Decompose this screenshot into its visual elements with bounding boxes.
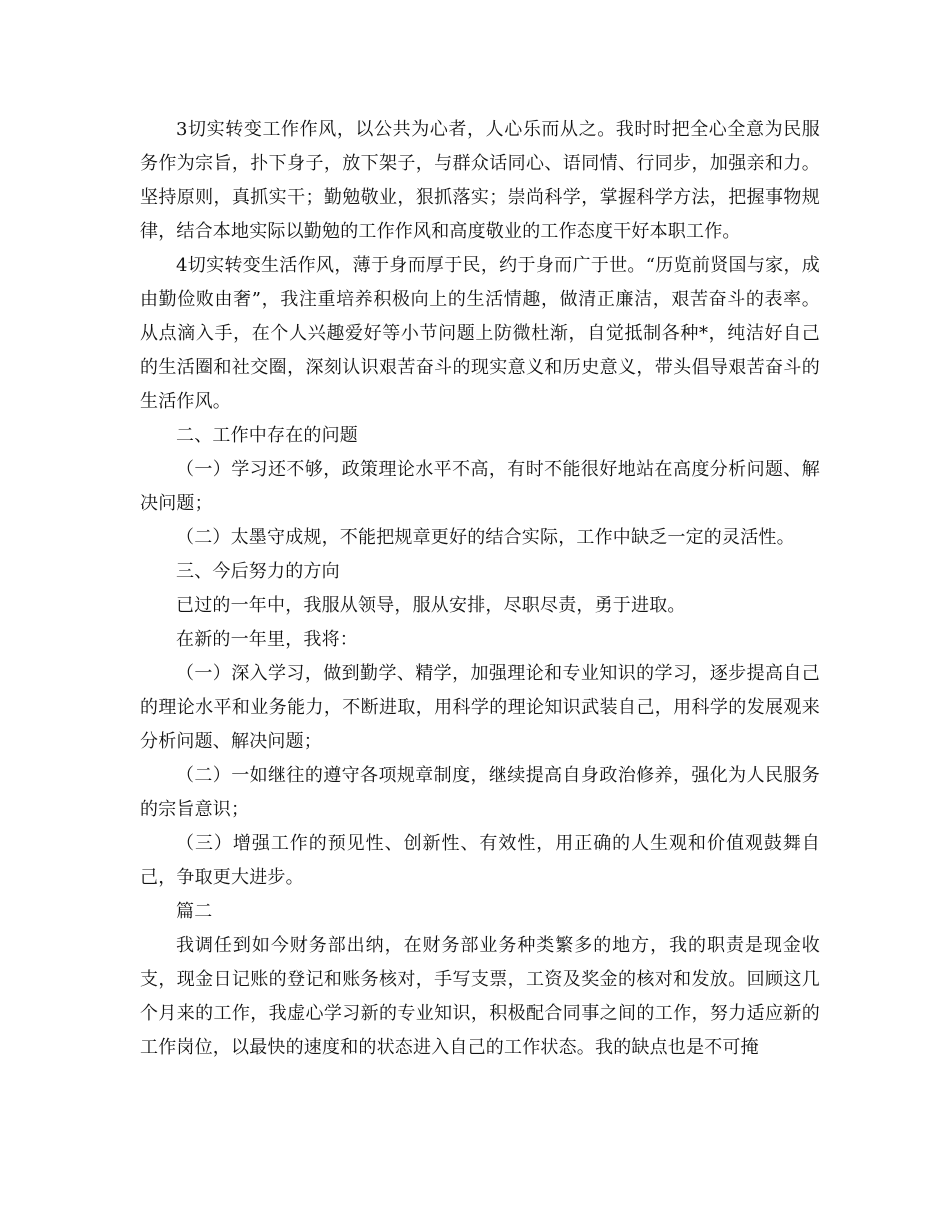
plan-item-1: （一）深入学习，做到勤学、精学，加强理论和专业知识的学习，逐步提高自己的理论水平和业务能力，不断进取，用科学的理论知识武装自己，用科学的发展观来分析问题、解决问题； <box>140 663 820 752</box>
problem-item-1: （一）学习还不够，政策理论水平不高，有时不能很好地站在高度分析问题、解决问题； <box>140 459 820 514</box>
paragraph-work-style: 3切实转变工作作风，以公共为心者，人心乐而从之。我时时把全心全意为民服务作为宗旨，扑下身子，放下架子，与群众话同心、语同情、行同步，加强亲和力。坚持原则，真抓实干；勤勉敬业，狠抓落实；崇尚科学，掌握科学方法，把握事物规律，结合本地实际以勤勉的工作作风和高度敬业的工作态度干好本职工作。 <box>140 119 820 242</box>
paragraph-new-year: 在新的一年里，我将： <box>176 629 358 650</box>
section-heading-problems: 二、工作中存在的问题 <box>176 425 358 446</box>
document-body <box>140 113 820 1065</box>
problem-item-2: （二）太墨守成规，不能把规章更好的结合实际，工作中缺乏一定的灵活性。 <box>176 527 795 548</box>
section-heading-part-two: 篇二 <box>176 901 213 922</box>
paragraph-life-style: 4切实转变生活作风，薄于身而厚于民，约于身而广于世。“历览前贤国与家，成由勤俭败由奢”，我注重培养积极向上的生活情趣，做清正廉洁，艰苦奋斗的表率。从点滴入手，在个人兴趣爱好等小节问题上防微杜渐，自觉抵制各种*，纯洁好自己的生活圈和社交圈，深刻认识艰苦奋斗的现实意义和历史意义，带头倡导艰苦奋斗的生活作风。 <box>140 255 820 412</box>
plan-item-2: （二）一如继往的遵守各项规章制度，继续提高自身政治修养，强化为人民服务的宗旨意识； <box>140 765 820 820</box>
plan-item-3: （三）增强工作的预见性、创新性、有效性，用正确的人生观和价值观鼓舞自己，争取更大进步。 <box>140 833 820 888</box>
paragraph-past-year: 已过的一年中，我服从领导，服从安排，尽职尽责，勇于进取。 <box>176 595 686 616</box>
section-heading-direction: 三、今后努力的方向 <box>176 561 340 582</box>
paragraph-cashier: 我调任到如今财务部出纳，在财务部业务种类繁多的地方，我的职责是现金收支，现金日记账的登记和账务核对，手写支票，工资及奖金的核对和发放。回顾这几个月来的工作，我虚心学习新的专业知识，积极配合同事之间的工作，努力适应新的工作岗位，以最快的速度和的状态进入自己的工作状态。我的缺点也是不可掩 <box>140 935 820 1058</box>
